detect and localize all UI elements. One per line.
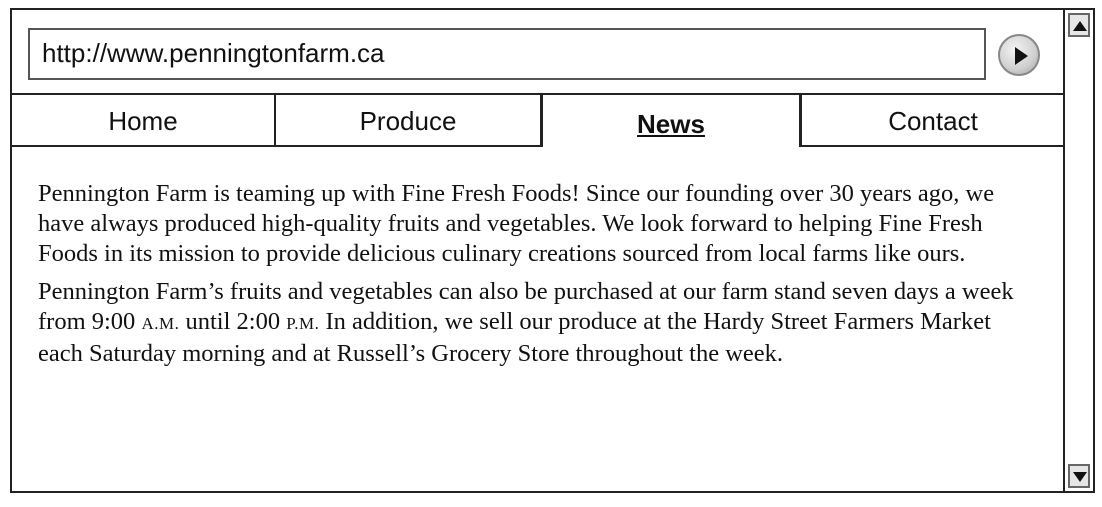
news-content <box>12 147 1064 491</box>
paragraph-2-text-b: until 2:00 <box>179 308 287 335</box>
nav-tabs <box>12 95 1064 147</box>
url-input[interactable]: http://www.penningtonfarm.ca <box>28 28 986 80</box>
vertical-scrollbar[interactable] <box>1063 10 1093 491</box>
arrow-down-icon <box>1073 472 1087 482</box>
tab-produce[interactable]: Produce <box>276 95 542 147</box>
news-paragraph-1: Pennington Farm is teaming up with Fine Fresh Foods! Since our founding over 30 years ago, we have always produced high-quality fruits and vegetables. We look forward to helping Fine Fresh Foods in its mission to provide delicious culinary creations sourced from local farms like ours. <box>38 180 995 267</box>
paragraph-2-text-c: In addition, we sell our produce at the Hardy Street Farmers Market each Saturday morning and at Russell’s Grocery Store throughout the week. <box>38 308 991 367</box>
scroll-up-button[interactable] <box>1068 13 1090 37</box>
paragraph-2-text-a: Pennington Farm’s fruits and vegetables can also be purchased at our farm stand seven days a week from 9:00 <box>38 278 1014 335</box>
address-row <box>12 10 1064 95</box>
tab-news[interactable]: News <box>540 95 802 147</box>
news-paragraph-2 <box>38 277 1040 369</box>
go-button[interactable] <box>998 34 1040 76</box>
scroll-down-button[interactable] <box>1068 464 1090 488</box>
am-label: A.M. <box>141 314 180 333</box>
browser-window <box>10 8 1095 493</box>
tab-home[interactable]: Home <box>12 95 276 147</box>
arrow-up-icon <box>1073 21 1087 31</box>
pm-label: P.M. <box>286 314 320 333</box>
tab-contact[interactable]: Contact <box>802 95 1064 147</box>
play-arrow-icon <box>1015 47 1028 65</box>
